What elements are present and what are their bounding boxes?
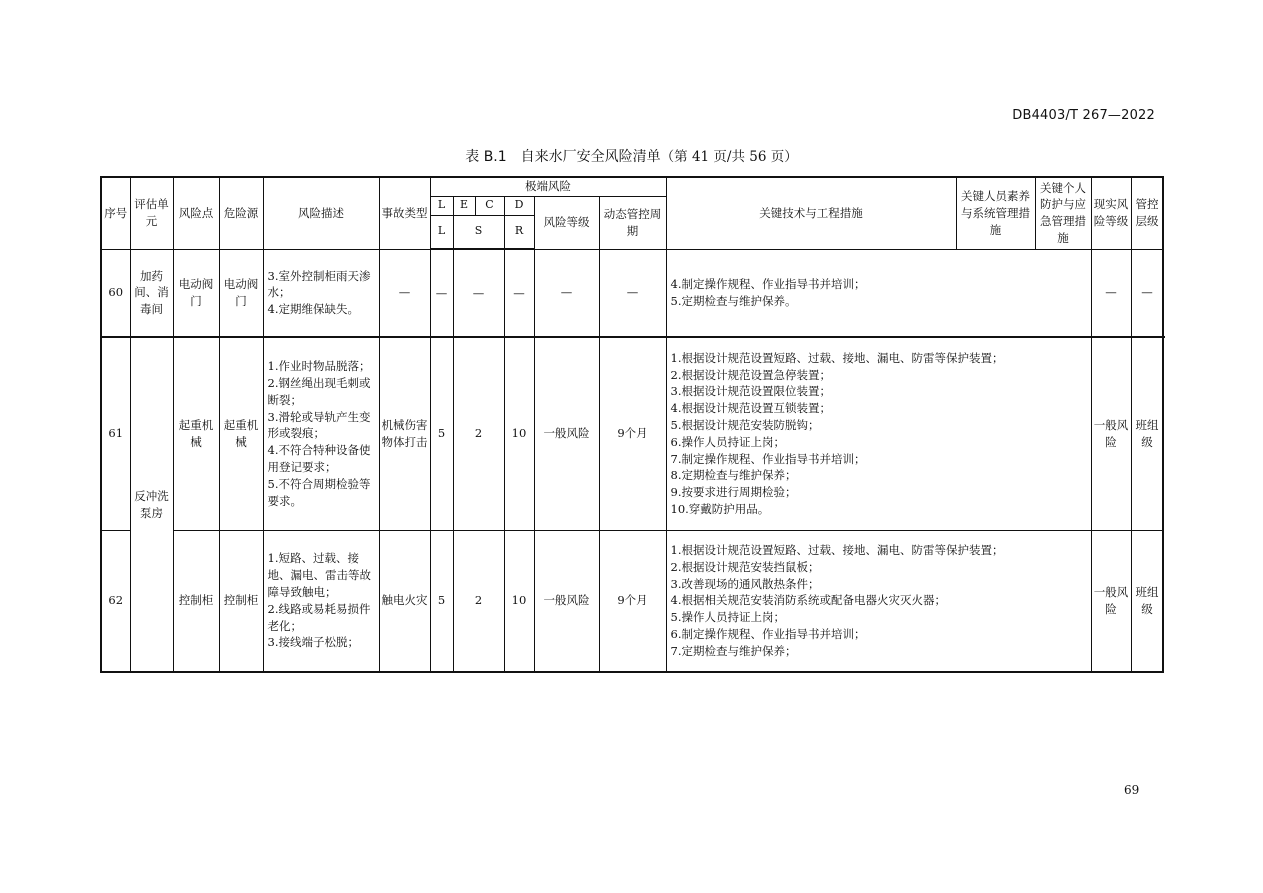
row-control-level: — (1131, 249, 1163, 337)
measure-line: 2.根据设计规范设置急停装置； (670, 367, 831, 382)
row-risk-point: 控制柜 (173, 530, 219, 672)
row-description (263, 530, 379, 672)
description-line: 2.线路或易耗易损件老化； (267, 601, 371, 633)
row-measures (666, 530, 1091, 672)
header-r: R (504, 215, 534, 249)
page-number: 69 (1124, 783, 1140, 797)
row-period: — (599, 249, 666, 337)
measure-line: 10.穿戴防护用品。 (670, 501, 770, 516)
header-hazard: 危险源 (219, 177, 263, 249)
row-r: 10 (504, 337, 534, 530)
measure-line: 3.根据设计规范设置限位装置； (670, 384, 831, 399)
measure-line: 6.操作人员持证上岗； (670, 434, 785, 449)
description-line: 3.滑轮或导轨产生变形或裂痕； (267, 409, 371, 441)
table-title-label: 表 B.1 自来水厂安全风险清单 (465, 149, 661, 165)
row-s: 2 (453, 337, 504, 530)
header-s: S (453, 215, 504, 249)
header-l: L (430, 196, 453, 215)
row-unit: 加药间、消毒间 (130, 249, 173, 337)
measure-line: 2.根据设计规范安装挡鼠板； (670, 559, 820, 574)
header-seq: 序号 (101, 177, 130, 249)
row-r: — (504, 249, 534, 337)
row-risk-level: 一般风险 (534, 337, 599, 530)
header-risk-level: 风险等级 (534, 196, 599, 249)
row-description (263, 249, 379, 337)
header-e: E (453, 196, 475, 215)
row-measures (666, 249, 1091, 337)
row-hazard: 电动阀门 (219, 249, 263, 337)
header-unit: 评估单元 (130, 177, 173, 249)
header-dynamic-period: 动态管控周期 (599, 196, 666, 249)
row-accident-type: 机械伤害物体打击 (379, 337, 430, 530)
measure-line: 7.制定操作规程、作业指导书并培训； (670, 451, 866, 466)
measure-line: 6.制定操作规程、作业指导书并培训； (670, 626, 866, 641)
measure-line: 5.定期检查与维护保养。 (670, 293, 797, 308)
table-row (101, 337, 1163, 530)
header-c: C (475, 196, 504, 215)
table-row (101, 249, 1163, 337)
row-l: 5 (430, 337, 453, 530)
row-s: 2 (453, 530, 504, 672)
header-protection-measures: 关键个人防护与应急管理措施 (1035, 177, 1091, 249)
row-control-level: 班组级 (1131, 337, 1163, 530)
row-actual-level: 一般风险 (1091, 337, 1131, 530)
header-l2: L (430, 215, 453, 249)
row-r: 10 (504, 530, 534, 672)
row-l: — (430, 249, 453, 337)
description-line: 4.不符合特种设备使用登记要求； (267, 443, 371, 474)
row-actual-level: 一般风险 (1091, 530, 1131, 672)
header-d: D (504, 196, 534, 215)
measure-line: 1.根据设计规范设置短路、过载、接地、漏电、防雷等保护装置； (670, 542, 1004, 557)
description-line: 5.不符合周期检验等要求。 (267, 476, 371, 508)
row-accident-type: 触电火灾 (379, 530, 430, 672)
row-control-level: 班组级 (1131, 530, 1163, 672)
measure-line: 4.根据相关规范安装消防系统或配备电器火灾灭火器； (670, 593, 946, 608)
description-line: 4.定期维保缺失。 (267, 302, 359, 317)
description-line: 3.室外控制柜雨天渗水； (267, 268, 371, 300)
row-risk-point: 起重机械 (173, 337, 219, 530)
header-risk-point: 风险点 (173, 177, 219, 249)
table-title-page-range: （第 41 页/共 56 页） (660, 149, 798, 165)
document-code: DB4403/T 267—2022 (1012, 108, 1155, 123)
measure-line: 8.定期检查与维护保养； (670, 468, 797, 483)
row-seq: 61 (101, 337, 130, 530)
description-line: 1.作业时物品脱落； (267, 359, 371, 374)
measure-line: 4.根据设计规范设置互锁装置； (670, 401, 831, 416)
measure-line: 7.定期检查与维护保养； (670, 643, 797, 658)
row-seq: 62 (101, 530, 130, 672)
description-line: 3.接线端子松脱； (267, 635, 359, 650)
measure-line: 5.根据设计规范安装防脱钩； (670, 417, 820, 432)
row-seq: 60 (101, 249, 130, 337)
row-hazard: 起重机械 (219, 337, 263, 530)
table-title (0, 145, 1263, 166)
row-description (263, 337, 379, 530)
row-actual-level: — (1091, 249, 1131, 337)
row-hazard: 控制柜 (219, 530, 263, 672)
header-description: 风险描述 (263, 177, 379, 249)
measure-line: 4.制定操作规程、作业指导书并培训； (670, 276, 866, 291)
measure-line: 5.操作人员持证上岗； (670, 610, 785, 625)
header-personnel-measures: 关键人员素养与系统管理措施 (956, 177, 1035, 249)
risk-table (100, 176, 1164, 673)
description-line: 1.短路、过载、接地、漏电、雷击等故障导致触电； (267, 551, 371, 599)
row-risk-level: 一般风险 (534, 530, 599, 672)
description-line: 2.钢丝绳出现毛刺或断裂； (267, 375, 371, 407)
header-control-level: 管控层级 (1131, 177, 1163, 249)
row-l: 5 (430, 530, 453, 672)
row-period: 9个月 (599, 337, 666, 530)
row-accident-type: — (379, 249, 430, 337)
header-actual-level: 现实风险等级 (1091, 177, 1131, 249)
row-risk-level: — (534, 249, 599, 337)
header-accident-type: 事故类型 (379, 177, 430, 249)
row-risk-point: 电动阀门 (173, 249, 219, 337)
row-period: 9个月 (599, 530, 666, 672)
row-unit: 反冲洗泵房 (130, 337, 173, 672)
row-s: — (453, 249, 504, 337)
measure-line: 9.按要求进行周期检验； (670, 485, 797, 500)
row-measures (666, 337, 1091, 530)
header-tech-measures: 关键技术与工程措施 (666, 177, 956, 249)
table-row (101, 530, 1163, 672)
measure-line: 1.根据设计规范设置短路、过载、接地、漏电、防雷等保护装置； (670, 350, 1004, 365)
header-extreme-risk: 极端风险 (430, 177, 666, 196)
measure-line: 3.改善现场的通风散热条件； (670, 576, 820, 591)
